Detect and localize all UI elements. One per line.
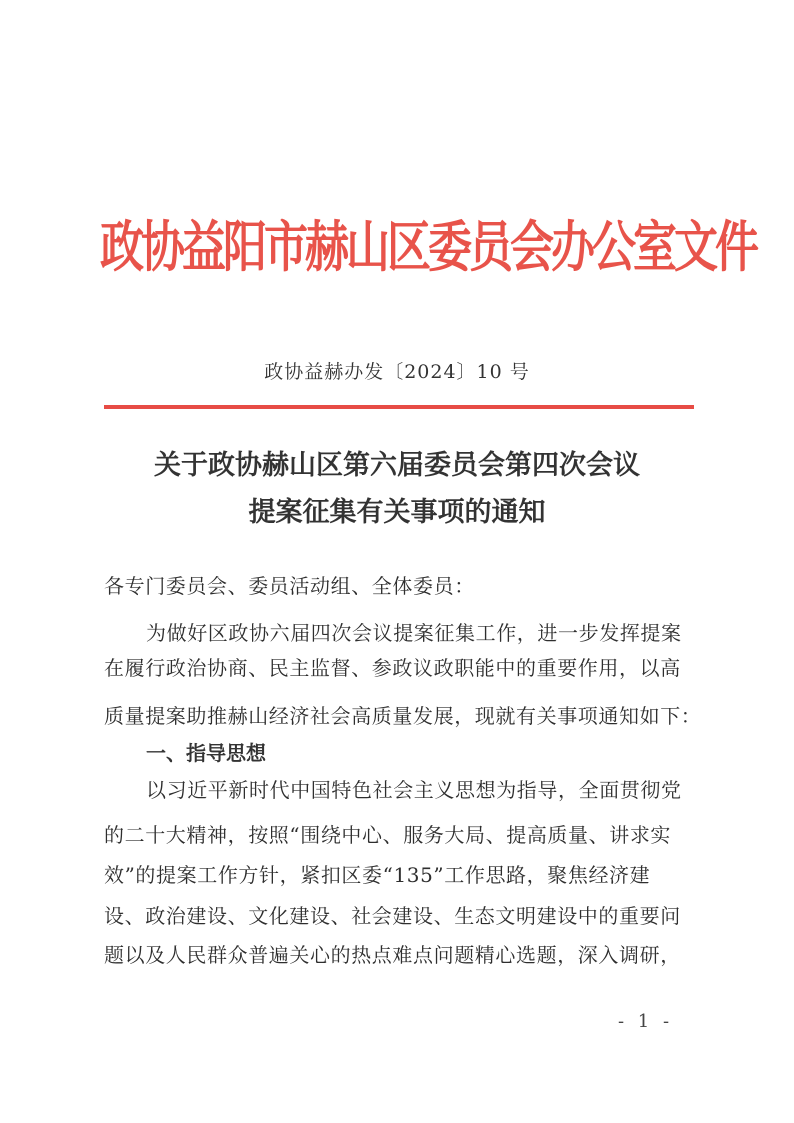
section1-line-3: 效”的提案工作方针，紧扣区委“135”工作思路，聚焦经济建 (104, 863, 651, 887)
document-number: 政协益赫办发〔2024〕10 号 (264, 361, 530, 383)
section1-line-4: 设、政治建设、文化建设、社会建设、生态文明建设中的重要问 (104, 904, 681, 928)
notice-title-line-1: 关于政协赫山区第六届委员会第四次会议 (154, 450, 640, 481)
section1-line-2: 的二十大精神，按照“围绕中心、服务大局、提高质量、讲求实 (104, 823, 672, 847)
red-divider (104, 405, 694, 409)
intro-line-3: 质量提案助推赫山经济社会高质量发展，现就有关事项通知如下： (104, 704, 702, 728)
salutation: 各专门委员会、委员活动组、全体委员： (104, 574, 475, 598)
section1-line-5: 题以及人民群众普遍关心的热点难点问题精心选题，深入调研， (104, 943, 681, 967)
section1-line-1: 以习近平新时代中国特色社会主义思想为指导，全面贯彻党 (146, 778, 682, 802)
intro-line-1: 为做好区政协六届四次会议提案征集工作，进一步发挥提案 (146, 621, 682, 645)
masthead-title: 政协益阳市赫山区委员会办公室文件 (100, 215, 756, 280)
section-heading-guiding-thought: 一、指导思想 (146, 741, 266, 765)
intro-line-2: 在履行政治协商、民主监督、参政议政职能中的重要作用，以高 (104, 656, 681, 680)
page-number: - 1 - (618, 1011, 674, 1032)
notice-title-line-2: 提案征集有关事项的通知 (248, 497, 546, 528)
